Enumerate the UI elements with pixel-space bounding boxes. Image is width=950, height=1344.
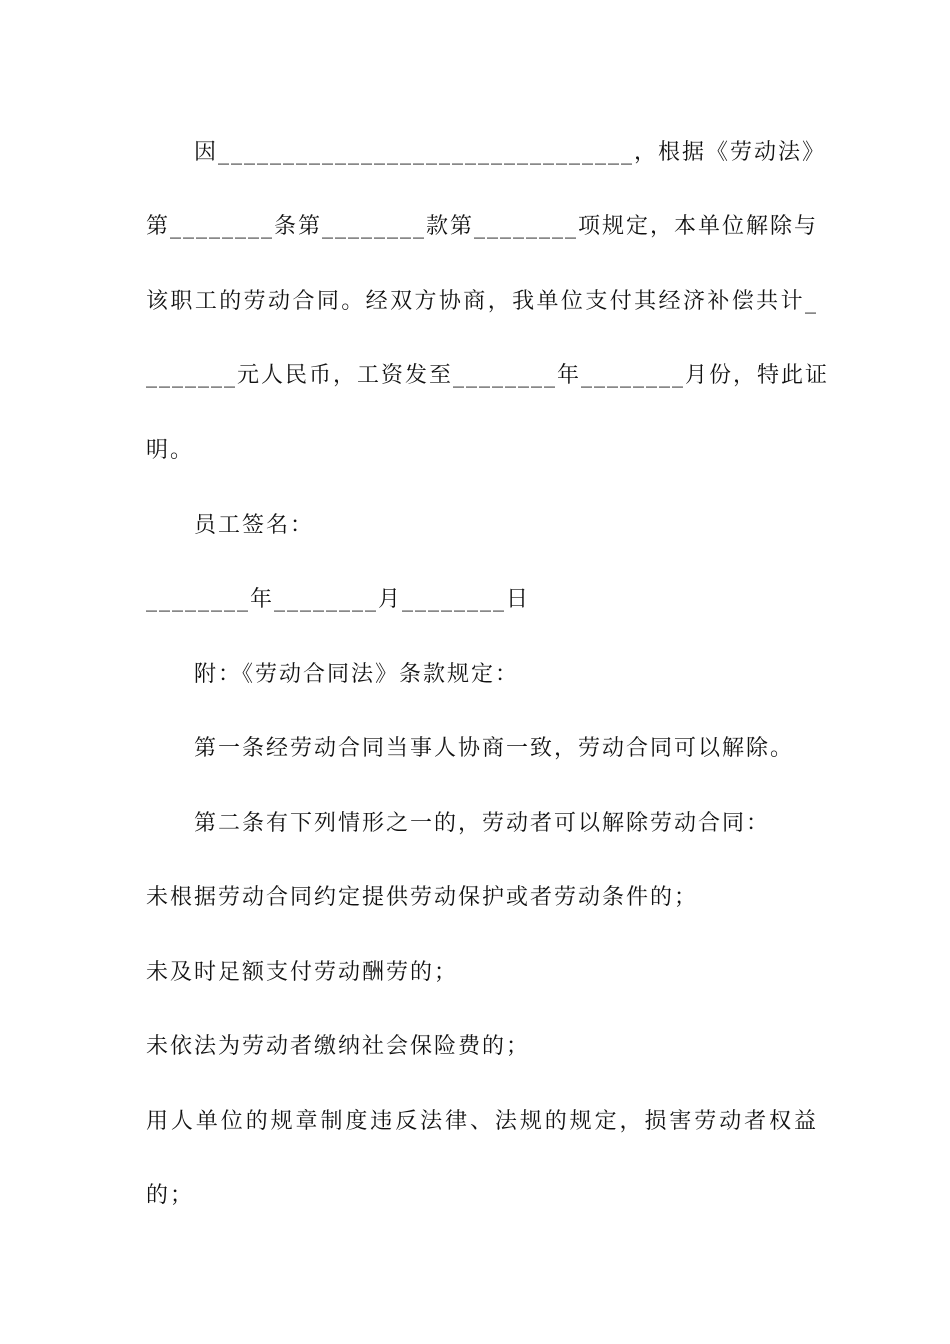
paragraph-line: 该职工的劳动合同。经双方协商，我单位支付其经济补偿共计_ — [146, 289, 818, 314]
paragraph-line: 因________________________________，根据《劳动法》 — [194, 140, 827, 165]
clause-line: 第一条经劳动合同当事人协商一致，劳动合同可以解除。 — [194, 736, 795, 761]
signature-label: 员工签名： — [194, 513, 315, 538]
paragraph-line: _______元人民币，工资发至________年________月份，特此证 — [146, 363, 830, 388]
clause-item: 未依法为劳动者缴纳社会保险费的； — [146, 1034, 531, 1059]
date-line: ________年________月________日 — [146, 587, 531, 612]
clause-line: 第二条有下列情形之一的，劳动者可以解除劳动合同： — [194, 811, 771, 836]
clause-item: 的； — [146, 1183, 195, 1208]
clause-item: 用人单位的规章制度违反法律、法规的规定，损害劳动者权益 — [146, 1109, 818, 1134]
paragraph-line: 第________条第________款第________项规定，本单位解除与 — [146, 214, 819, 239]
clause-item: 未及时足额支付劳动酬劳的； — [146, 960, 459, 985]
paragraph-line: 明。 — [146, 438, 195, 463]
clause-item: 未根据劳动合同约定提供劳动保护或者劳动条件的； — [146, 885, 699, 910]
appendix-heading: 附：《劳动合同法》条款规定： — [194, 662, 520, 687]
